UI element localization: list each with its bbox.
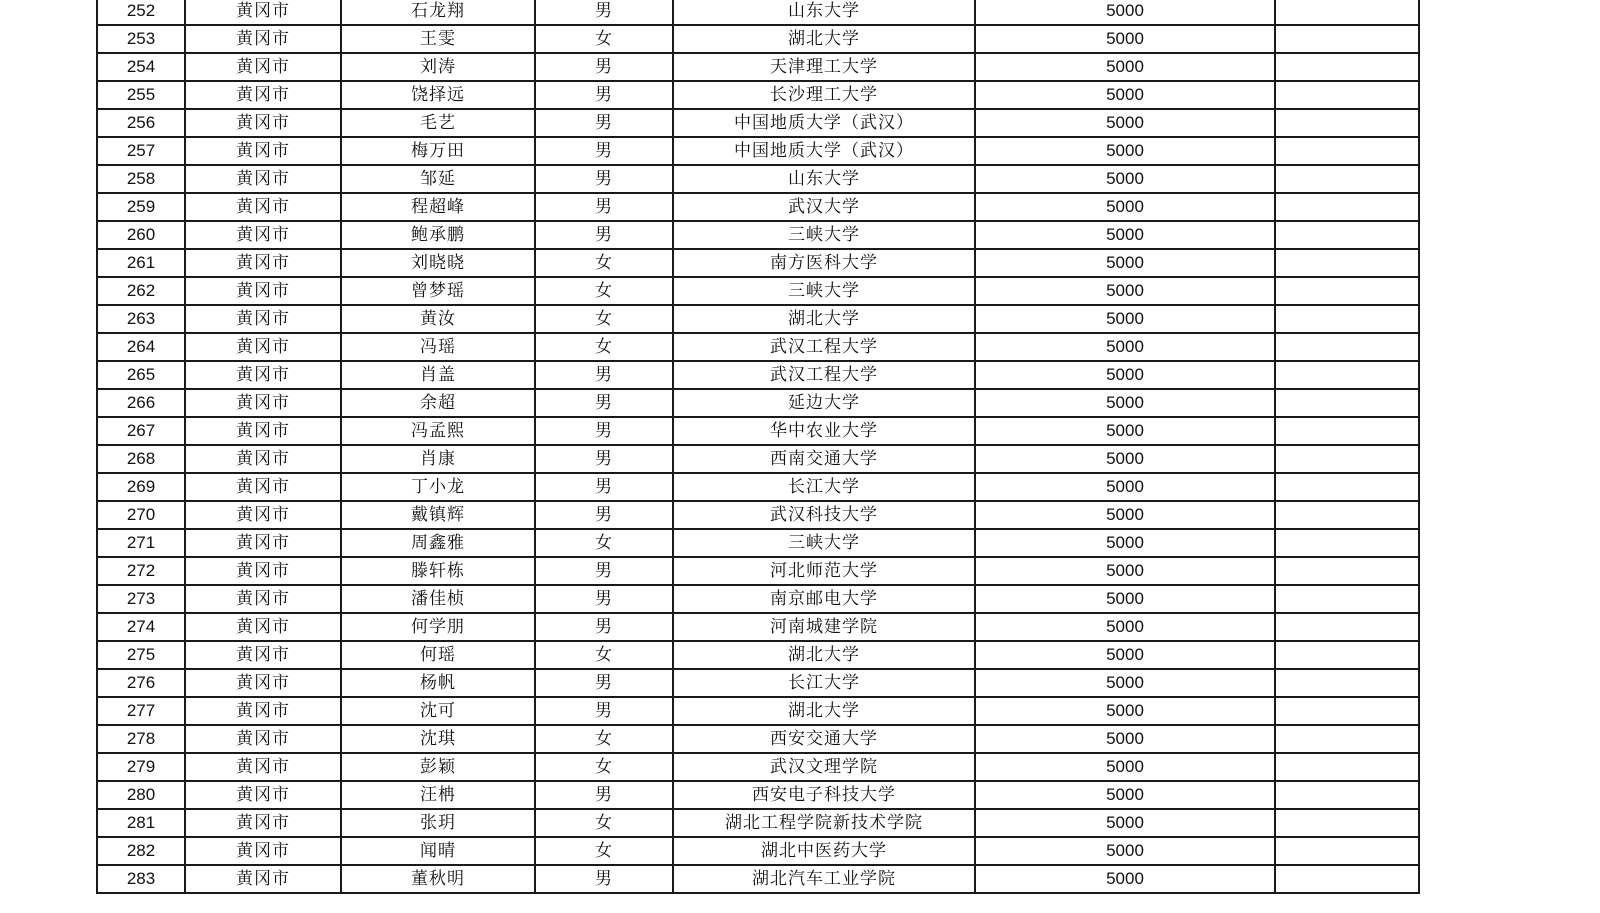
city-cell: 黄冈市: [185, 669, 341, 697]
name-cell: 沈琪: [341, 725, 535, 753]
table-row: [97, 753, 1419, 781]
school-cell: 西安交通大学: [673, 725, 975, 753]
city-cell: 黄冈市: [185, 305, 341, 333]
amount-cell: 5000: [975, 641, 1275, 669]
name-cell: 周鑫雅: [341, 529, 535, 557]
note-cell: [1275, 361, 1419, 389]
city-cell: 黄冈市: [185, 865, 341, 893]
school-cell: 湖北大学: [673, 25, 975, 53]
city-cell: 黄冈市: [185, 221, 341, 249]
amount-cell: 5000: [975, 781, 1275, 809]
table-row: [97, 361, 1419, 389]
amount-cell: 5000: [975, 669, 1275, 697]
gender-cell: 男: [535, 137, 673, 165]
name-cell: 汪柟: [341, 781, 535, 809]
serial-number-cell: 262: [97, 277, 185, 305]
name-cell: 董秋明: [341, 865, 535, 893]
name-cell: 何瑶: [341, 641, 535, 669]
note-cell: [1275, 865, 1419, 893]
city-cell: 黄冈市: [185, 809, 341, 837]
table-row: [97, 585, 1419, 613]
city-cell: 黄冈市: [185, 109, 341, 137]
city-cell: 黄冈市: [185, 25, 341, 53]
gender-cell: 男: [535, 389, 673, 417]
table-row: [97, 557, 1419, 585]
name-cell: 曾梦瑶: [341, 277, 535, 305]
amount-cell: 5000: [975, 809, 1275, 837]
school-cell: 湖北大学: [673, 641, 975, 669]
school-cell: 河北师范大学: [673, 557, 975, 585]
school-cell: 武汉工程大学: [673, 333, 975, 361]
table-row: [97, 417, 1419, 445]
name-cell: 张玥: [341, 809, 535, 837]
recipient-table: [96, 0, 1420, 894]
table-row: [97, 809, 1419, 837]
serial-number-cell: 275: [97, 641, 185, 669]
serial-number-cell: 272: [97, 557, 185, 585]
table-row: [97, 445, 1419, 473]
table-row: [97, 725, 1419, 753]
gender-cell: 女: [535, 25, 673, 53]
gender-cell: 男: [535, 697, 673, 725]
gender-cell: 男: [535, 865, 673, 893]
note-cell: [1275, 53, 1419, 81]
serial-number-cell: 270: [97, 501, 185, 529]
school-cell: 中国地质大学（武汉）: [673, 137, 975, 165]
table-row: [97, 277, 1419, 305]
amount-cell: 5000: [975, 473, 1275, 501]
amount-cell: 5000: [975, 389, 1275, 417]
table-row: [97, 109, 1419, 137]
note-cell: [1275, 0, 1419, 25]
city-cell: 黄冈市: [185, 585, 341, 613]
gender-cell: 男: [535, 781, 673, 809]
amount-cell: 5000: [975, 221, 1275, 249]
table-row: [97, 0, 1419, 25]
school-cell: 长江大学: [673, 669, 975, 697]
serial-number-cell: 267: [97, 417, 185, 445]
gender-cell: 男: [535, 81, 673, 109]
table-row: [97, 865, 1419, 893]
note-cell: [1275, 221, 1419, 249]
amount-cell: 5000: [975, 53, 1275, 81]
gender-cell: 女: [535, 529, 673, 557]
name-cell: 沈可: [341, 697, 535, 725]
gender-cell: 女: [535, 249, 673, 277]
school-cell: 南方医科大学: [673, 249, 975, 277]
amount-cell: 5000: [975, 137, 1275, 165]
serial-number-cell: 266: [97, 389, 185, 417]
school-cell: 河南城建学院: [673, 613, 975, 641]
table-row: [97, 25, 1419, 53]
serial-number-cell: 274: [97, 613, 185, 641]
name-cell: 邹延: [341, 165, 535, 193]
name-cell: 刘晓晓: [341, 249, 535, 277]
table-row: [97, 641, 1419, 669]
serial-number-cell: 264: [97, 333, 185, 361]
gender-cell: 男: [535, 193, 673, 221]
amount-cell: 5000: [975, 81, 1275, 109]
name-cell: 戴镇辉: [341, 501, 535, 529]
note-cell: [1275, 669, 1419, 697]
serial-number-cell: 260: [97, 221, 185, 249]
note-cell: [1275, 249, 1419, 277]
school-cell: 三峡大学: [673, 221, 975, 249]
serial-number-cell: 276: [97, 669, 185, 697]
school-cell: 延边大学: [673, 389, 975, 417]
school-cell: 湖北汽车工业学院: [673, 865, 975, 893]
gender-cell: 男: [535, 0, 673, 25]
amount-cell: 5000: [975, 445, 1275, 473]
school-cell: 西南交通大学: [673, 445, 975, 473]
gender-cell: 男: [535, 221, 673, 249]
amount-cell: 5000: [975, 361, 1275, 389]
table-row: [97, 389, 1419, 417]
amount-cell: 5000: [975, 613, 1275, 641]
city-cell: 黄冈市: [185, 193, 341, 221]
name-cell: 黄汝: [341, 305, 535, 333]
serial-number-cell: 258: [97, 165, 185, 193]
note-cell: [1275, 697, 1419, 725]
serial-number-cell: 278: [97, 725, 185, 753]
serial-number-cell: 255: [97, 81, 185, 109]
amount-cell: 5000: [975, 865, 1275, 893]
city-cell: 黄冈市: [185, 753, 341, 781]
gender-cell: 男: [535, 165, 673, 193]
note-cell: [1275, 305, 1419, 333]
gender-cell: 男: [535, 361, 673, 389]
amount-cell: 5000: [975, 109, 1275, 137]
serial-number-cell: 261: [97, 249, 185, 277]
name-cell: 肖康: [341, 445, 535, 473]
table-row: [97, 473, 1419, 501]
gender-cell: 女: [535, 641, 673, 669]
gender-cell: 女: [535, 277, 673, 305]
note-cell: [1275, 445, 1419, 473]
school-cell: 三峡大学: [673, 529, 975, 557]
school-cell: 湖北大学: [673, 697, 975, 725]
amount-cell: 5000: [975, 0, 1275, 25]
note-cell: [1275, 193, 1419, 221]
table-row: [97, 781, 1419, 809]
amount-cell: 5000: [975, 25, 1275, 53]
name-cell: 滕轩栋: [341, 557, 535, 585]
gender-cell: 女: [535, 809, 673, 837]
table-row: [97, 697, 1419, 725]
table-row: [97, 137, 1419, 165]
note-cell: [1275, 277, 1419, 305]
note-cell: [1275, 417, 1419, 445]
city-cell: 黄冈市: [185, 641, 341, 669]
serial-number-cell: 279: [97, 753, 185, 781]
city-cell: 黄冈市: [185, 529, 341, 557]
city-cell: 黄冈市: [185, 781, 341, 809]
serial-number-cell: 282: [97, 837, 185, 865]
city-cell: 黄冈市: [185, 389, 341, 417]
name-cell: 杨帆: [341, 669, 535, 697]
city-cell: 黄冈市: [185, 613, 341, 641]
table-row: [97, 529, 1419, 557]
gender-cell: 男: [535, 473, 673, 501]
city-cell: 黄冈市: [185, 361, 341, 389]
gender-cell: 男: [535, 557, 673, 585]
city-cell: 黄冈市: [185, 249, 341, 277]
city-cell: 黄冈市: [185, 81, 341, 109]
note-cell: [1275, 529, 1419, 557]
amount-cell: 5000: [975, 165, 1275, 193]
serial-number-cell: 271: [97, 529, 185, 557]
name-cell: 闻晴: [341, 837, 535, 865]
note-cell: [1275, 333, 1419, 361]
name-cell: 鲍承鹏: [341, 221, 535, 249]
name-cell: 毛艺: [341, 109, 535, 137]
gender-cell: 女: [535, 333, 673, 361]
table-row: [97, 305, 1419, 333]
amount-cell: 5000: [975, 249, 1275, 277]
school-cell: 湖北中医药大学: [673, 837, 975, 865]
table-row: [97, 501, 1419, 529]
gender-cell: 女: [535, 725, 673, 753]
note-cell: [1275, 613, 1419, 641]
name-cell: 潘佳桢: [341, 585, 535, 613]
gender-cell: 男: [535, 585, 673, 613]
school-cell: 武汉大学: [673, 193, 975, 221]
gender-cell: 女: [535, 305, 673, 333]
note-cell: [1275, 585, 1419, 613]
serial-number-cell: 256: [97, 109, 185, 137]
serial-number-cell: 280: [97, 781, 185, 809]
gender-cell: 男: [535, 613, 673, 641]
serial-number-cell: 265: [97, 361, 185, 389]
city-cell: 黄冈市: [185, 53, 341, 81]
gender-cell: 男: [535, 109, 673, 137]
school-cell: 三峡大学: [673, 277, 975, 305]
name-cell: 王雯: [341, 25, 535, 53]
serial-number-cell: 283: [97, 865, 185, 893]
city-cell: 黄冈市: [185, 333, 341, 361]
amount-cell: 5000: [975, 697, 1275, 725]
serial-number-cell: 254: [97, 53, 185, 81]
school-cell: 长江大学: [673, 473, 975, 501]
school-cell: 湖北大学: [673, 305, 975, 333]
gender-cell: 女: [535, 837, 673, 865]
amount-cell: 5000: [975, 305, 1275, 333]
note-cell: [1275, 165, 1419, 193]
serial-number-cell: 252: [97, 0, 185, 25]
note-cell: [1275, 137, 1419, 165]
table-row: [97, 669, 1419, 697]
serial-number-cell: 263: [97, 305, 185, 333]
city-cell: 黄冈市: [185, 277, 341, 305]
city-cell: 黄冈市: [185, 473, 341, 501]
table-body: [97, 0, 1419, 893]
note-cell: [1275, 781, 1419, 809]
city-cell: 黄冈市: [185, 697, 341, 725]
serial-number-cell: 277: [97, 697, 185, 725]
school-cell: 山东大学: [673, 165, 975, 193]
serial-number-cell: 281: [97, 809, 185, 837]
serial-number-cell: 257: [97, 137, 185, 165]
serial-number-cell: 259: [97, 193, 185, 221]
city-cell: 黄冈市: [185, 165, 341, 193]
city-cell: 黄冈市: [185, 557, 341, 585]
gender-cell: 女: [535, 753, 673, 781]
school-cell: 长沙理工大学: [673, 81, 975, 109]
name-cell: 程超峰: [341, 193, 535, 221]
table-row: [97, 613, 1419, 641]
note-cell: [1275, 725, 1419, 753]
amount-cell: 5000: [975, 417, 1275, 445]
gender-cell: 男: [535, 501, 673, 529]
name-cell: 彭颖: [341, 753, 535, 781]
gender-cell: 男: [535, 53, 673, 81]
table-row: [97, 333, 1419, 361]
city-cell: 黄冈市: [185, 445, 341, 473]
note-cell: [1275, 557, 1419, 585]
note-cell: [1275, 389, 1419, 417]
table-row: [97, 249, 1419, 277]
school-cell: 南京邮电大学: [673, 585, 975, 613]
serial-number-cell: 273: [97, 585, 185, 613]
table-row: [97, 193, 1419, 221]
table-row: [97, 837, 1419, 865]
name-cell: 石龙翔: [341, 0, 535, 25]
school-cell: 武汉科技大学: [673, 501, 975, 529]
note-cell: [1275, 473, 1419, 501]
school-cell: 西安电子科技大学: [673, 781, 975, 809]
amount-cell: 5000: [975, 529, 1275, 557]
note-cell: [1275, 25, 1419, 53]
note-cell: [1275, 81, 1419, 109]
school-cell: 武汉工程大学: [673, 361, 975, 389]
name-cell: 肖盖: [341, 361, 535, 389]
amount-cell: 5000: [975, 333, 1275, 361]
amount-cell: 5000: [975, 837, 1275, 865]
amount-cell: 5000: [975, 277, 1275, 305]
table-row: [97, 165, 1419, 193]
school-cell: 天津理工大学: [673, 53, 975, 81]
note-cell: [1275, 753, 1419, 781]
name-cell: 何学朋: [341, 613, 535, 641]
note-cell: [1275, 501, 1419, 529]
amount-cell: 5000: [975, 585, 1275, 613]
table-row: [97, 221, 1419, 249]
school-cell: 武汉文理学院: [673, 753, 975, 781]
amount-cell: 5000: [975, 501, 1275, 529]
school-cell: 华中农业大学: [673, 417, 975, 445]
city-cell: 黄冈市: [185, 417, 341, 445]
name-cell: 冯孟熙: [341, 417, 535, 445]
serial-number-cell: 269: [97, 473, 185, 501]
amount-cell: 5000: [975, 193, 1275, 221]
city-cell: 黄冈市: [185, 501, 341, 529]
name-cell: 刘涛: [341, 53, 535, 81]
amount-cell: 5000: [975, 725, 1275, 753]
gender-cell: 男: [535, 669, 673, 697]
school-cell: 中国地质大学（武汉）: [673, 109, 975, 137]
amount-cell: 5000: [975, 753, 1275, 781]
name-cell: 余超: [341, 389, 535, 417]
note-cell: [1275, 641, 1419, 669]
city-cell: 黄冈市: [185, 0, 341, 25]
city-cell: 黄冈市: [185, 137, 341, 165]
note-cell: [1275, 109, 1419, 137]
serial-number-cell: 268: [97, 445, 185, 473]
school-cell: 湖北工程学院新技术学院: [673, 809, 975, 837]
city-cell: 黄冈市: [185, 725, 341, 753]
school-cell: 山东大学: [673, 0, 975, 25]
gender-cell: 男: [535, 445, 673, 473]
table-row: [97, 53, 1419, 81]
table-row: [97, 81, 1419, 109]
name-cell: 饶择远: [341, 81, 535, 109]
serial-number-cell: 253: [97, 25, 185, 53]
name-cell: 丁小龙: [341, 473, 535, 501]
name-cell: 梅万田: [341, 137, 535, 165]
note-cell: [1275, 837, 1419, 865]
name-cell: 冯瑶: [341, 333, 535, 361]
amount-cell: 5000: [975, 557, 1275, 585]
city-cell: 黄冈市: [185, 837, 341, 865]
note-cell: [1275, 809, 1419, 837]
gender-cell: 男: [535, 417, 673, 445]
